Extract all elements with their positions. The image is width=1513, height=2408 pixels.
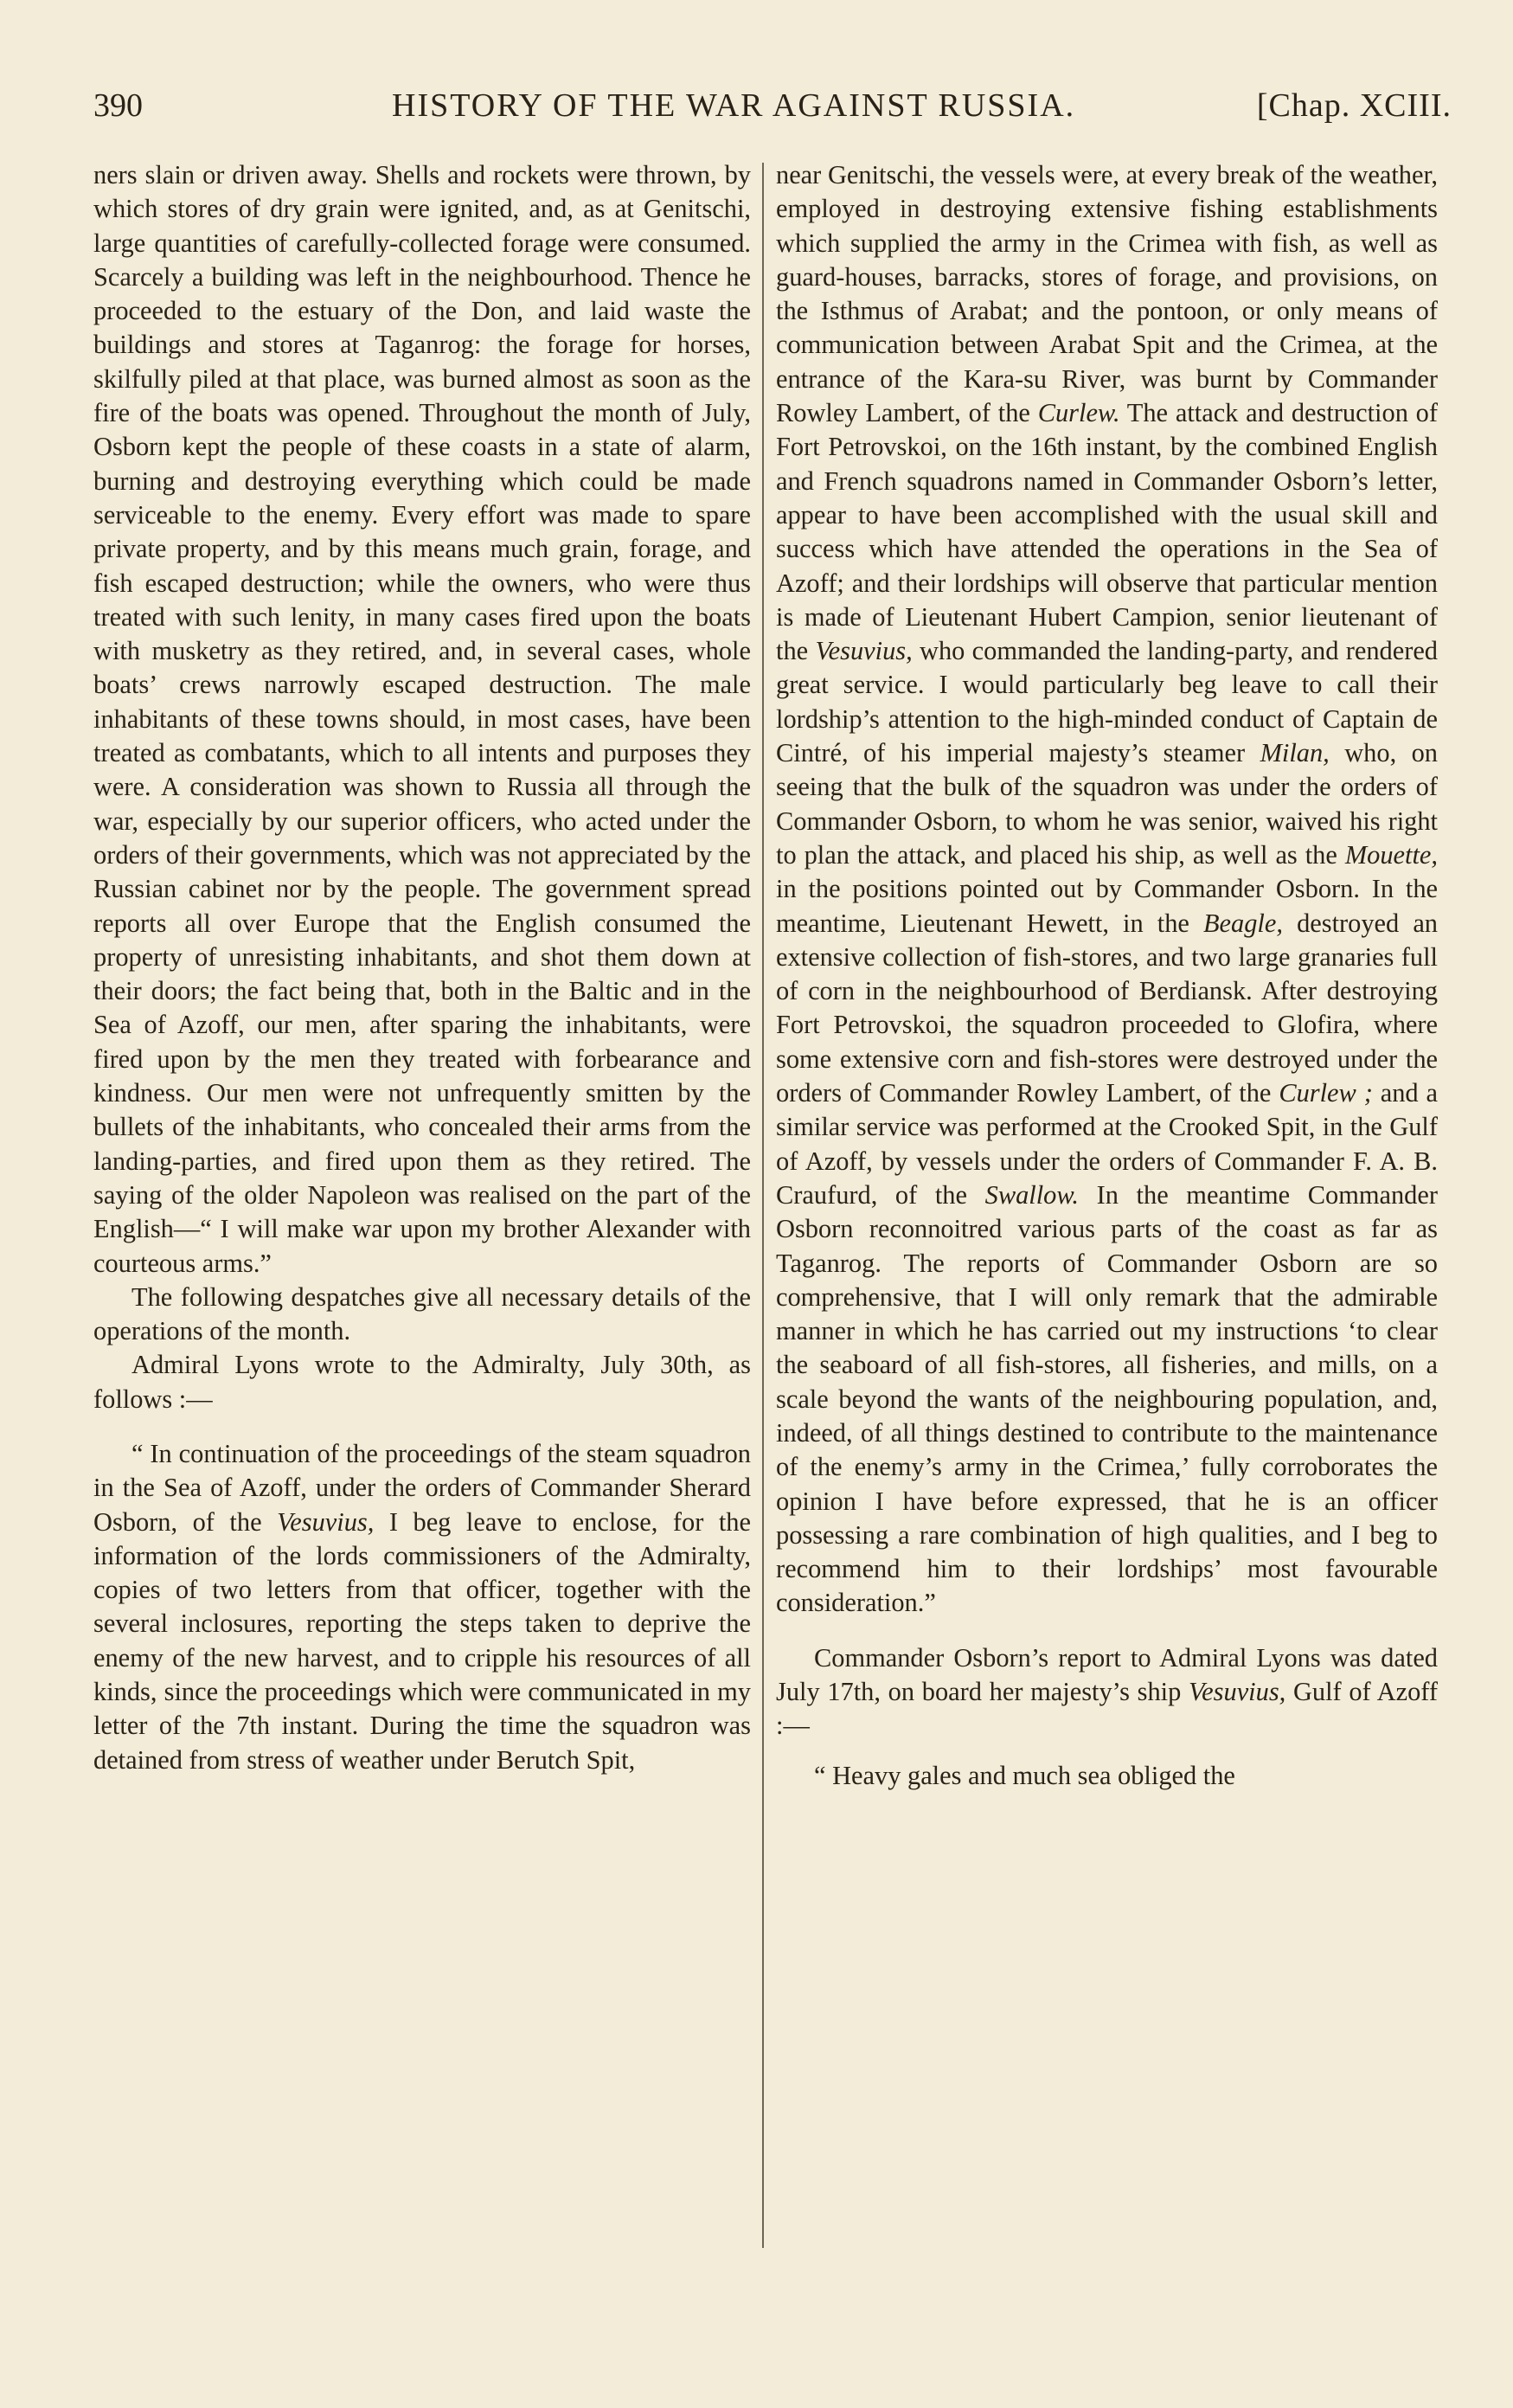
right-column	[776, 158, 1438, 1793]
text-run: who, on seeing that the bulk of the squadron was under the orders of Commander Osborn, to whom he was senior, waived his right to plan the attack, and placed his ship, as well as the	[776, 738, 1438, 870]
left-paragraph-1: ners slain or driven away. Shells and rockets were thrown, by which stores of dry grain were ignited, and, as at Genitschi, large quantities of carefully-collected forage were consumed. Scarcely a building was left in the neighbourhood. Thence he proceeded to the estuary of the Don, and laid waste the buildings and stores at Taganrog: the forage for horses, skilfully piled at that place, was burned almost as soon as the fire of the boats was opened. Throughout the month of July, Osborn kept the people of these coasts in a state of alarm, burning and destroying everything which could be made serviceable to the enemy. Every effort was made to spare private property, and by this means much grain, forage, and fish escaped destruction; while the owners, who were thus treated with such lenity, in many cases fired upon the boats with musketry as they retired, and, in several cases, whole boats’ crews narrowly escaped destruction. The male inhabitants of these towns should, in most cases, have been treated as combatants, which to all intents and purposes they were. A consideration was shown to Russia all through the war, especially by our superior officers, who acted under the orders of their governments, which was not appreciated by the Russian cabinet nor by the people. The government spread reports all over Europe that the English consumed the property of unresisting inhabitants, and shot them down at their doors; the fact being that, both in the Baltic and in the Sea of Azoff, our men, after sparing the inhabitants, were fired upon by the men they treated with forbearance and kindness. Our men were not unfrequently smitten by the bullets of the inhabitants, who concealed their arms from the landing-parties, and fired upon them as they retired. The saying of the older Napoleon was realised on the part of the English—“ I will make war upon my brother Alexander with courteous arms.”	[93, 160, 751, 1278]
running-title: HISTORY OF THE WAR AGAINST RUSSIA.	[392, 87, 1076, 124]
left-paragraph-3: Admiral Lyons wrote to the Admiralty, July 30th, as follows :—	[93, 1350, 751, 1414]
text-run: The attack and destruction of Fort Petrovskoi, on the 16th instant, by the combined English and French squadrons named in Commander Osborn’s letter, appear to have been accomplished with the usual skill and success which have attended the operations in the Sea of Azoff; and their lordships will observe that particular mention is made of Lieutenant Hubert Campion, senior lieutenant of the	[776, 398, 1438, 666]
column-divider	[762, 163, 764, 2248]
ship-name: Vesuvius,	[277, 1506, 375, 1537]
ship-name: Vesuvius,	[1188, 1677, 1286, 1707]
right-paragraph-3: “ Heavy gales and much sea obliged the	[814, 1760, 1235, 1790]
right-paragraph-1	[776, 158, 1438, 1621]
ship-name: Vesuvius,	[815, 636, 913, 666]
text-run: and a similar service was performed at the Crooked Spit, in the Gulf of Azoff, by vessels under the orders of Commander F. A. B. Craufurd, of the	[776, 1078, 1438, 1210]
page-header	[93, 87, 1452, 130]
ship-name: Curlew.	[1037, 398, 1120, 428]
ship-name: Curlew ;	[1279, 1078, 1373, 1108]
text-run: “ In continuation of the proceedings of the steam squadron in the Sea of Azoff, under the orders of Commander Sherard Osborn, of the	[93, 1438, 751, 1537]
ship-name: Milan,	[1260, 738, 1330, 768]
right-paragraph-2	[776, 1641, 1438, 1743]
chapter-label: [Chap. XCIII.	[1256, 87, 1452, 124]
left-column	[93, 158, 751, 1777]
text-run: in the positions pointed out by Commander Osborn. In the meantime, Lieutenant Hewett, in the	[776, 874, 1438, 938]
left-paragraph-4	[93, 1437, 751, 1777]
text-run: In the meantime Commander Osborn reconnoitred various parts of the coast as far as Taganrog. The reports of Commander Osborn are so comprehensive, that I will only remark that the admirable manner in which he has carried out my instructions ‘to clear the seaboard of all fish-stores, all fisheries, and mills, on a scale beyond the wants of the neighbouring population, and, indeed, of all things destined to contribute to the maintenance of the enemy’s army in the Crimea,’ fully corroborates the opinion I have before expressed, that he is an officer possessing a rare combination of high qualities, and I beg to recommend him to their lordships’ most favourable consideration.”	[776, 1179, 1438, 1618]
page-number: 390	[93, 87, 143, 124]
text-run: near Genitschi, the vessels were, at every break of the weather, employed in destroying extensive fishing establishments which supplied the army in the Crimea with fish, as well as guard-houses, barracks, stores of forage, and provisions, on the Isthmus of Arabat; and the pontoon, or only means of communication between Arabat Spit and the Crimea, at the entrance of the Kara-su River, was burnt by Commander Rowley Lambert, of the	[776, 160, 1438, 428]
left-paragraph-2: The following despatches give all necessary details of the operations of the month.	[93, 1281, 751, 1346]
text-run: Commander Osborn’s report to Admiral Lyons was dated July 17th, on board her majesty’s ship	[776, 1642, 1438, 1707]
ship-name: Beagle,	[1202, 908, 1283, 938]
text-run: I beg leave to enclose, for the information of the lords commissioners of the Admiralty, copies of two letters from that officer, together with the several inclosures, reporting the steps taken to deprive the enemy of the new harvest, and to cripple his resources of all kinds, since the proceedings which were communicated in my letter of the 7th instant. During the time the squadron was detained from stress of weather under Berutch Spit,	[93, 1506, 751, 1775]
ship-name: Swallow.	[984, 1179, 1079, 1210]
text-run: Gulf of Azoff :—	[776, 1677, 1438, 1741]
ship-name: Mouette,	[1344, 839, 1438, 870]
text-run: who commanded the landing-party, and rendered great service. I would particularly beg leave to call their lordship’s attention to the high-minded conduct of Captain de Cintré, of his imperial majesty’s steamer	[776, 636, 1439, 768]
text-run: destroyed an extensive collection of fish-stores, and two large granaries full of corn in the neighbourhood of Berdiansk. After destroying Fort Petrovskoi, the squadron proceeded to Glofira, where some extensive corn and fish-stores were destroyed under the orders of Commander Rowley Lambert, of the	[776, 908, 1438, 1108]
